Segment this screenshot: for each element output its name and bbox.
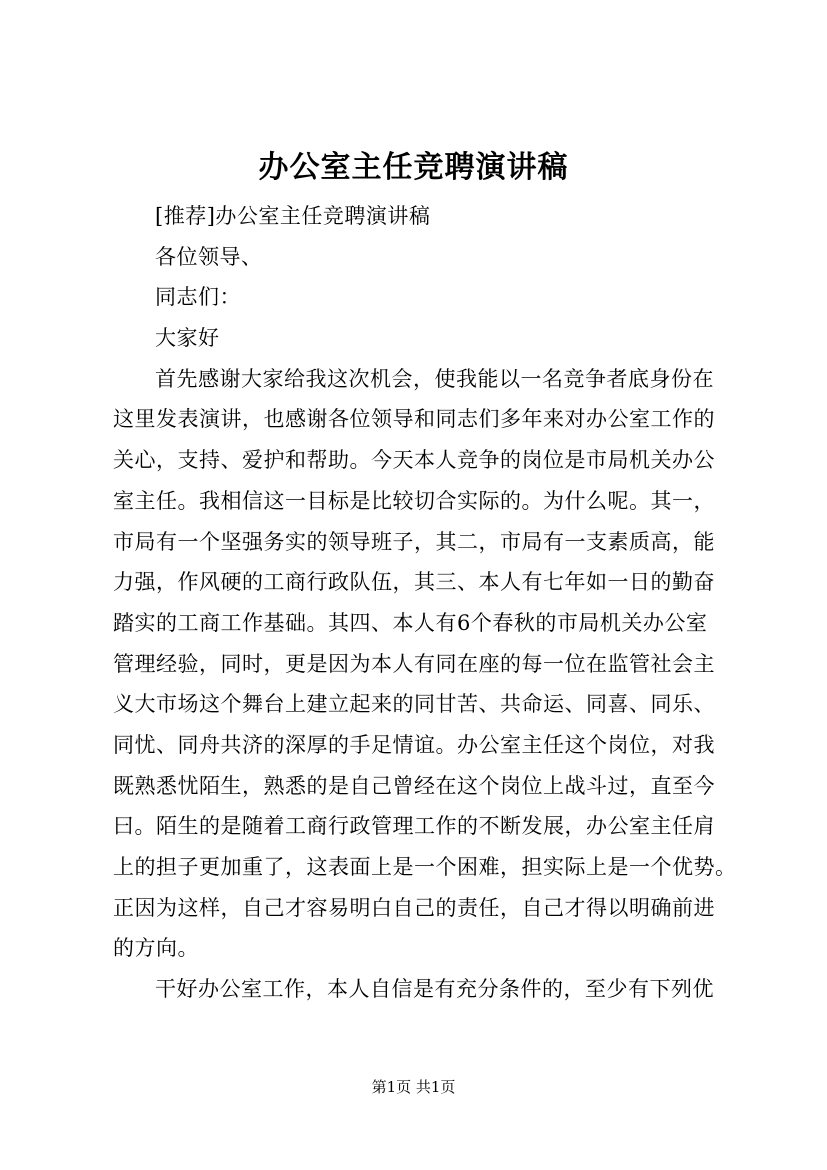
text-line: 的方向。 [113,936,199,961]
text-line: 室主任。我相信这一目标是比较切合实际的。为什么呢。其一， [113,488,715,513]
text-line: 曰。陌生的是随着工商行政管理工作的不断发展，办公室主任肩 [113,814,715,839]
text-line: 关心，支持、爱护和帮助。今天本人竞争的岗位是市局机关办公 [113,448,715,473]
page-footer: 第1页 共1页 [371,1078,456,1096]
text-line: 义大市场这个舞台上建立起来的同甘苦、共命运、同喜、同乐、 [113,692,715,717]
text-line: [推荐]办公室主任竞聘演讲稿 [155,204,431,228]
text-line: 这里发表演讲，也感谢各位领导和同志们多年来对办公室工作的 [113,407,715,432]
text-line: 首先感谢大家给我这次机会，使我能以一名竞争者底身份在 [155,366,714,391]
text-line: 正因为这样，自己才容易明白自己的责任，自己才得以明确前进 [113,895,715,920]
text-line: 各位领导、 [155,244,263,269]
text-line: 踏实的工商工作基础。其四、本人有6个春秋的市局机关办公室 [113,610,708,635]
text-line: 既熟悉忧陌生，熟悉的是自己曾经在这个岗位上战斗过，直至今 [113,773,715,798]
text-line: 力强，作风硬的工商行政队伍，其三、本人有七年如一日的勤奋 [113,570,715,595]
text-line: 干好办公室工作，本人自信是有充分条件的，至少有下列优 [155,977,714,1002]
text-line: 同志们： [155,285,241,310]
text-line: 管理经验，同时，更是因为本人有同在座的每一位在监管社会主 [113,651,715,676]
text-line: 同忧、同舟共济的深厚的手足情谊。办公室主任这个岗位，对我 [113,732,715,757]
document-title: 办公室主任竞聘演讲稿 [258,150,569,185]
text-line: 市局有一个坚强务实的领导班子，其二，市局有一支素质高，能 [113,529,715,554]
text-line: 上的担子更加重了，这表面上是一个困难，担实际上是一个优势。 [113,855,737,879]
document-body [113,196,735,1010]
text-line: 大家好 [155,326,220,351]
